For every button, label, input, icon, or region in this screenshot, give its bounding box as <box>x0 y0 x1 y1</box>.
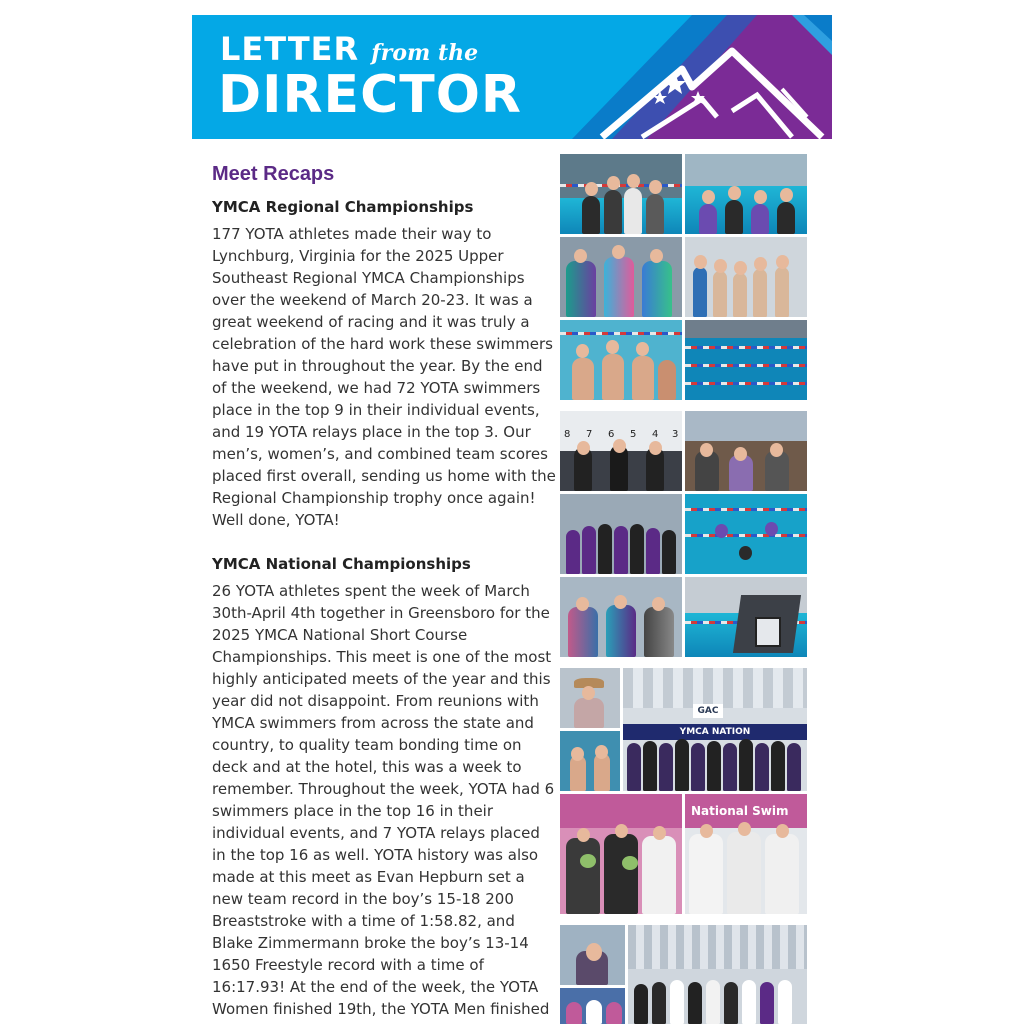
banner-letter-word: LETTER <box>220 30 360 68</box>
photo-boys-goggles <box>560 320 682 400</box>
photo-team-stands <box>560 988 625 1024</box>
national-swim-banner-text: National Swim <box>685 794 807 828</box>
article-column <box>212 160 557 1020</box>
lane-number-5: 5 <box>630 429 637 440</box>
lane-number-8: 8 <box>564 429 571 440</box>
photo-lane-blocks <box>560 411 682 491</box>
photo-towels-girls <box>560 237 682 317</box>
national-heading: YMCA National Championships <box>212 555 471 573</box>
mountain-stars-icon <box>582 29 832 139</box>
photo-girls-leis <box>560 154 682 234</box>
lane-number-7: 7 <box>586 429 593 440</box>
regional-heading: YMCA Regional Championships <box>212 198 474 216</box>
national-paragraph: 26 YOTA athletes spent the week of March 30th-April 4th together in Greensboro for the 2025 YMCA National Short Course Championships. This meet is one of the most highly anticipated meets of the year and this year did not disappoint. From reunions with YMCA swimmers from across the state and country, to quality team bonding time on deck and at the hotel, this was a week to remember. Throughout the week, YOTA had 6 swimmers place in the top 16 in their individual events, and 7 YOTA relays placed in the top 16 as well. YOTA history was also made at this meet as Evan Hepburn set a new team record in the boy’s 15-18 200 Breaststroke with a time of 1:58.82, and Blake Zimmermann broke the boy’s 13-14 1650 Freestyle record with a time of 16:17.93! At the end of the week, the YOTA Women finished 19th, the YOTA Men finished <box>212 582 555 1018</box>
lane-number-4: 4 <box>652 429 659 440</box>
photo-girls-plush-toys <box>560 794 682 914</box>
section-title: Meet Recaps <box>212 163 335 185</box>
photo-national-team-group <box>623 668 807 791</box>
photo-boy-selfie <box>560 925 625 985</box>
photo-two-boys-pool <box>560 731 620 791</box>
lane-number-3: 3 <box>672 429 679 440</box>
photo-boys-medals <box>685 237 807 317</box>
banner-director-word: DIRECTOR <box>218 65 522 125</box>
photo-dinner-table <box>685 411 807 491</box>
photo-natatorium-team <box>628 925 807 1024</box>
gac-sign: GAC <box>693 704 723 718</box>
banner-from-the-word: from the <box>371 40 479 66</box>
letter-from-director-banner <box>192 15 832 139</box>
photo-poolside-group <box>685 154 807 234</box>
nationals-banner-text: YMCA NATION <box>623 724 807 740</box>
photo-swimmers-in-pool <box>685 494 807 574</box>
photo-starting-block-plaque <box>685 577 807 657</box>
photo-team-purple-suits <box>560 494 682 574</box>
regional-paragraph: 177 YOTA athletes made their way to Lynchburg, Virginia for the 2025 Upper Southeast Regional YMCA Championships over the weekend of March 20-23. It was a great weekend of racing and it was truly a celebration of the hard work these swimmers have put in throughout the year. By the end of the weekend, we had 72 YOTA swimmers place in the top 9 in their individual events, and 19 YOTA relays place in the top 3. Our men’s, women’s, and combined team scores placed first overall, sending us home with the Regional Championship trophy once again! Well done, YOTA! <box>212 225 556 529</box>
photo-pool-lanes <box>685 320 807 400</box>
photo-girl-cowboy-hat <box>560 668 620 728</box>
lane-number-6: 6 <box>608 429 615 440</box>
photo-girls-towels-2 <box>560 577 682 657</box>
photo-boys-national-swim-banner <box>685 794 807 914</box>
